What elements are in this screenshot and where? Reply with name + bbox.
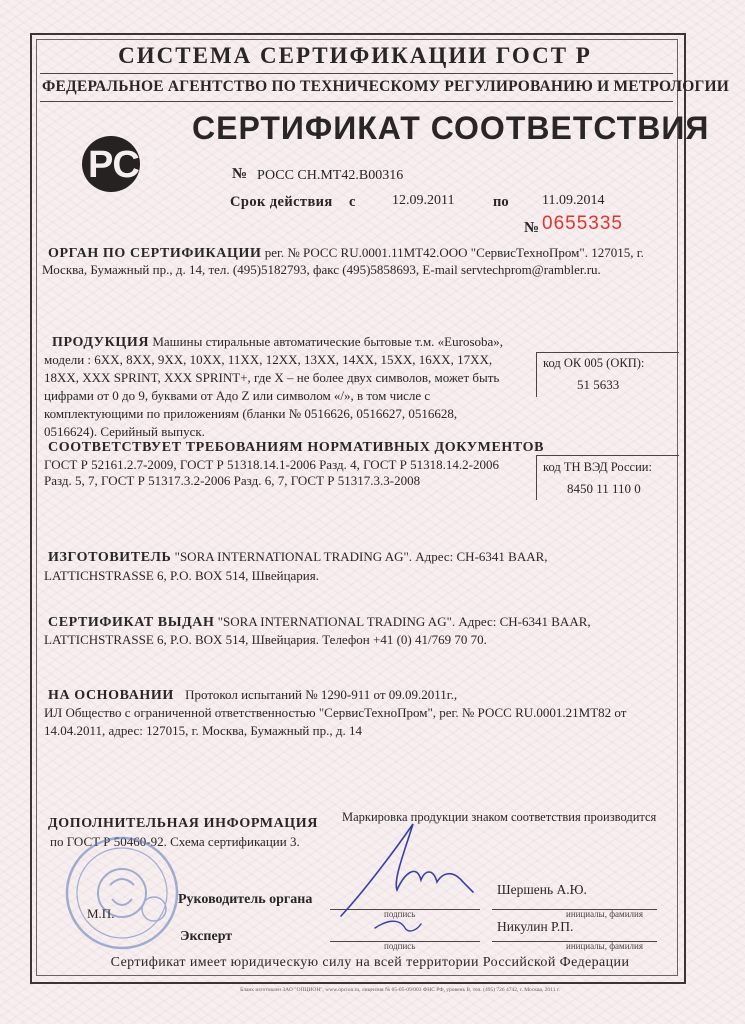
product-line4: цифрами от 0 до 9, буквами от Aдо Z или символом «/», в том числе с [44, 388, 431, 403]
manufacturer-line1 [48, 548, 548, 567]
basis-text: Протокол испытаний № 1290-911 от 09.09.2011г., [185, 687, 458, 702]
printer-note: Бланк изготовлен ЗАО "ОПЦИОН", www.opcion.ru, лицензия № 05-05-09/003 ФНС РФ, уровень В, тел. (495) 726 4742, г. Москва, 2011 г. [240, 987, 560, 993]
additional-info-label: ДОПОЛНИТЕЛЬНАЯ ИНФОРМАЦИЯ [48, 816, 318, 831]
expert-name: Никулин Р.П. [497, 919, 574, 934]
issued-to-line1 [48, 613, 591, 632]
product-line5: комплектующими по приложениям (бланки № 0516626, 0516627, 0516628, [44, 406, 458, 421]
compliance-label: СООТВЕТСТВУЕТ ТРЕБОВАНИЯМ НОРМАТИВНЫХ ДОКУМЕНТОВ [48, 440, 545, 455]
certification-body-label: ОРГАН ПО СЕРТИФИКАЦИИ [48, 246, 262, 261]
product-line2: модели : 6XX, 8XX, 9XX, 10XX, 11XX, 12XX, 13XX, 14XX, 15XX, 16XX, 17XX, [44, 352, 493, 367]
issued-to-text: "SORA INTERNATIONAL TRADING AG". Адрес: CH-6341 BAAR, [217, 614, 591, 629]
issued-to-line2: LATTICHSTRASSE 6, P.O. BOX 514, Швейцария. Телефон +41 (0) 41/769 70 70. [44, 632, 487, 647]
validity-to-label: по [493, 194, 509, 210]
certificate-title: СЕРТИФИКАТ СООТВЕТСТВИЯ [192, 110, 710, 146]
registration-number: РОСС CH.MT42.B00316 [257, 168, 404, 183]
basis-label: НА ОСНОВАНИИ [48, 688, 174, 703]
seal-stamp-icon [62, 833, 182, 953]
product-line6: 0516624). Серийный выпуск. [44, 424, 205, 439]
okp-code-box [536, 352, 679, 397]
okp-code-value: 51 5633 [577, 377, 620, 392]
additional-info-line1: Маркировка продукции знаком соответствия производится [342, 810, 657, 824]
compliance-line2: Разд. 5, 7, ГОСТ Р 51317.3.2-2006 Разд. 6, 7, ГОСТ Р 51317.3.3-2008 [44, 473, 421, 488]
issued-to-label: СЕРТИФИКАТ ВЫДАН [48, 615, 215, 630]
tnved-code-label: код ТН ВЭД России: [543, 460, 652, 474]
manufacturer-text: "SORA INTERNATIONAL TRADING AG". Адрес: CH-6341 BAAR, [174, 549, 548, 564]
validity-label: Срок действия [230, 194, 333, 210]
footer-validity-note: Сертификат имеет юридическую силу на всей территории Российской Федерации [110, 955, 630, 970]
head-label: Руководитель органа [178, 892, 313, 907]
product-line3: 18XX, XXX SPRINT, XXX SPRINT+, где X – не более двух символов, может быть [44, 370, 500, 385]
head-name: Шершень А.Ю. [497, 882, 587, 897]
head-signature-caption: подпись [384, 909, 416, 919]
expert-label: Эксперт [180, 929, 233, 944]
certification-body-text: рег. № РОСС RU.0001.11MT42.ООО "СервисТехноПром". 127015, г. [264, 245, 644, 260]
expert-initials-caption: инициалы, фамилия [566, 941, 643, 951]
product-text: Машины стиральные автоматические бытовые т.м. «Eurosoba», [152, 334, 504, 349]
manufacturer-line2: LATTICHSTRASSE 6, P.O. BOX 514, Швейцария. [44, 568, 319, 583]
validity-from-label: с [349, 194, 356, 210]
blank-number-label: № [524, 220, 540, 236]
certification-body-line2: Москва, Бумажный пр., д. 14, тел. (495)5182793, факс (495)5858693, E-mail servtechprom@rambler.ru. [42, 262, 601, 277]
basis-line1 [48, 686, 457, 705]
additional-info-line2: по ГОСТ Р 50460-92. Схема сертификации 3. [50, 834, 300, 849]
blank-number: 0655335 [542, 213, 623, 234]
registration-number-label: № [232, 166, 248, 182]
gost-r-logo-icon [78, 131, 176, 197]
system-title: СИСТЕМА СЕРТИФИКАЦИИ ГОСТ Р [118, 43, 592, 68]
product-line1 [52, 333, 503, 352]
logo-text: РСТ [88, 144, 163, 186]
basis-line2: ИЛ Общество с ограниченной ответственностью "СервисТехноПром", рег. № РОСС RU.0001.21MT82 от [44, 705, 627, 720]
head-initials-caption: инициалы, фамилия [566, 909, 643, 919]
product-label: ПРОДУКЦИЯ [52, 335, 150, 350]
validity-from-date: 12.09.2011 [392, 193, 455, 208]
compliance-line1: ГОСТ Р 52161.2.7-2009, ГОСТ Р 51318.14.1-2006 Разд. 4, ГОСТ Р 51318.14.2-2006 [44, 457, 499, 472]
seal-label: М.П. [87, 906, 115, 921]
tnved-code-value: 8450 11 110 0 [567, 481, 641, 496]
manufacturer-label: ИЗГОТОВИТЕЛЬ [48, 550, 172, 565]
agency-rule [40, 101, 673, 102]
expert-signature-caption: подпись [384, 941, 416, 951]
tnved-code-box [536, 455, 679, 500]
title-rule [40, 73, 673, 74]
agency-name: ФЕДЕРАЛЬНОЕ АГЕНТСТВО ПО ТЕХНИЧЕСКОМУ РЕГУЛИРОВАНИЮ И МЕТРОЛОГИИ [42, 78, 730, 95]
okp-code-label: код ОК 005 (ОКП): [543, 356, 645, 370]
basis-line3: 14.04.2011, адрес: 127015, г. Москва, Бумажный пр., д. 14 [44, 723, 362, 738]
validity-to-date: 11.09.2014 [542, 193, 605, 208]
handwritten-signature-icon [335, 820, 475, 940]
